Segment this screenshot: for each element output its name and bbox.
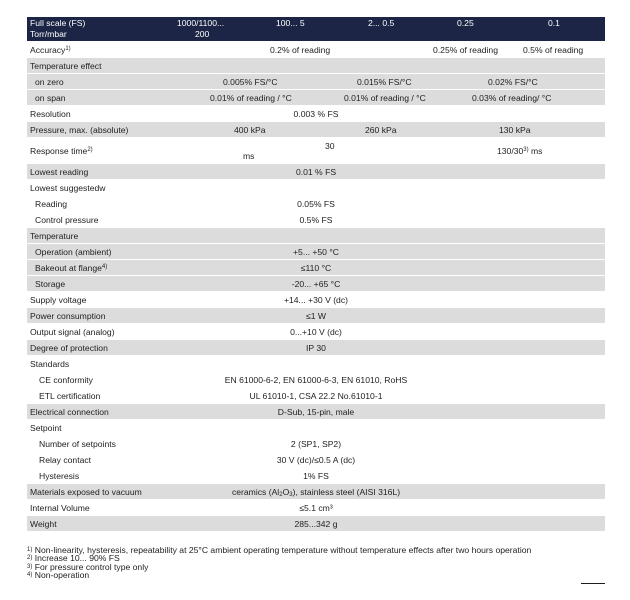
operation-value: +5... +50 °C — [293, 247, 339, 257]
ce-conformity-value: EN 61000-6-2, EN 61000-6-3, EN 61010, RoHS — [224, 375, 408, 385]
weight-value: 285...342 g — [294, 519, 338, 529]
row-output-signal — [27, 323, 605, 339]
row-label: Temperature — [30, 231, 79, 241]
on-span-value-1: 0.01% of reading / °C — [210, 93, 292, 103]
response-time-unit: ms — [243, 151, 255, 161]
row-label: Standards — [30, 359, 70, 369]
row-label: on span — [35, 93, 66, 103]
row-accuracy — [27, 41, 605, 57]
row-supply-voltage — [27, 291, 605, 307]
row-electrical-connection — [27, 403, 605, 419]
row-label: Relay contact — [39, 455, 92, 465]
row-ce-conformity — [27, 371, 605, 387]
row-label: Storage — [35, 279, 66, 289]
row-on-span — [27, 89, 605, 105]
row-label: Electrical connection — [30, 407, 109, 417]
response-time-value: 30 — [325, 141, 335, 151]
header-full-scale-label: Full scale (FS) — [30, 18, 86, 28]
footnote: $^{2)}$ Increase 10... 90% FS — [27, 553, 120, 564]
lowest-reading-value: 0.01 % FS — [295, 167, 337, 177]
footer-rule — [581, 583, 605, 584]
row-lowest-reading — [27, 163, 605, 179]
row-materials — [27, 483, 605, 499]
bakeout-value: ≤110 °C — [300, 263, 332, 273]
row-label: Materials exposed to vacuum — [30, 487, 142, 497]
row-hysteresis — [27, 467, 605, 483]
row-label: Power consumption — [30, 311, 106, 321]
table-header — [27, 17, 605, 41]
row-label: Accuracy$^{1)}$ — [30, 45, 71, 55]
row-response-time — [27, 137, 605, 163]
row-label: Weight — [30, 519, 57, 529]
hysteresis-value: 1% FS — [303, 471, 329, 481]
row-label: Hysteresis — [39, 471, 80, 481]
accuracy-01-value: 0.5% of reading — [523, 45, 584, 55]
row-etl-certification — [27, 387, 605, 403]
output-signal-value: 0...+10 V (dc) — [290, 327, 342, 337]
footnote: $^{1)}$ Non-linearity, hysteresis, repeatability at 25°C ambient operating temperature without temperature effects after two hours operation — [27, 545, 532, 555]
row-reading — [27, 195, 605, 211]
supply-voltage-value: +14... +30 V (dc) — [283, 295, 348, 305]
row-weight — [27, 515, 605, 531]
etl-certification-value: UL 61010-1, CSA 22.2 No.61010-1 — [249, 391, 383, 401]
footnote: $^{3)}$ For pressure control type only — [27, 561, 149, 572]
row-pressure-max — [27, 121, 605, 137]
pressure-max-value-2: 260 kPa — [365, 125, 397, 135]
row-label: Reading — [35, 199, 68, 209]
row-label: Temperature effect — [30, 61, 102, 71]
reading-value: 0.05% FS — [297, 199, 335, 209]
row-label: Internal Volume — [30, 503, 90, 513]
power-consumption-value: ≤1 W — [306, 311, 326, 321]
row-label: Response time$^{2)}$ — [30, 146, 93, 156]
accuracy-standard-value: 0.2% of reading — [270, 45, 331, 55]
accuracy-025-value: 0.25% of reading — [433, 45, 498, 55]
row-temperature-effect — [27, 57, 605, 73]
row-label: ETL certification — [39, 391, 101, 401]
row-label: Supply voltage — [30, 295, 87, 305]
row-label: Degree of protection — [30, 343, 108, 353]
header-range-2-05: 2... 0.5 — [368, 18, 395, 28]
on-span-value-3: 0.03% of reading/ °C — [472, 93, 552, 103]
row-resolution — [27, 105, 605, 121]
on-zero-value-2: 0.015% FS/°C — [357, 77, 412, 87]
pressure-max-value-1: 400 kPa — [234, 125, 266, 135]
row-bakeout — [27, 259, 605, 275]
row-standards — [27, 355, 605, 371]
row-label: on zero — [35, 77, 64, 87]
row-label: Number of setpoints — [39, 439, 116, 449]
electrical-connection-value: D-Sub, 15-pin, male — [277, 407, 355, 417]
header-range-100-5: 100... 5 — [276, 18, 305, 28]
header-range-01: 0.1 — [548, 18, 560, 28]
row-power-consumption — [27, 307, 605, 323]
footnote: $^{4)}$ Non-operation — [27, 570, 90, 581]
relay-contact-value: 30 V (dc)/≤0.5 A (dc) — [276, 455, 356, 465]
internal-volume-value: ≤5.1 cm³ — [299, 503, 333, 513]
row-label: CE conformity — [39, 375, 93, 385]
row-label: Setpoint — [30, 423, 62, 433]
on-zero-value-1: 0.005% FS/°C — [223, 77, 278, 87]
row-setpoint — [27, 419, 605, 435]
row-label: Operation (ambient) — [35, 247, 112, 257]
header-unit-label: Torr/mbar — [30, 29, 67, 39]
on-zero-value-3: 0.02% FS/°C — [488, 77, 538, 87]
response-time-control-value: 130/30$^{3)}$ ms — [497, 146, 543, 156]
footnotes — [27, 546, 607, 580]
header-range-200: 200 — [195, 29, 210, 39]
row-on-zero — [27, 73, 605, 89]
row-internal-volume — [27, 499, 605, 515]
row-operation — [27, 243, 605, 259]
row-label: Output signal (analog) — [30, 327, 115, 337]
row-setpoint-count — [27, 435, 605, 451]
row-storage — [27, 275, 605, 291]
control-pressure-value: 0.5% FS — [299, 215, 333, 225]
resolution-value: 0.003 % FS — [293, 109, 339, 119]
protection-value: IP 30 — [306, 343, 326, 353]
row-lowest-suggested — [27, 179, 605, 195]
header-range-025: 0.25 — [457, 18, 474, 28]
row-protection — [27, 339, 605, 355]
row-label: Pressure, max. (absolute) — [30, 125, 129, 135]
row-label: Bakeout at flange$^{4)}$ — [35, 263, 108, 273]
materials-value: ceramics $(Al_2O_3)$, stainless steel (AISI 316L) — [231, 487, 401, 498]
pressure-max-value-3: 130 kPa — [499, 125, 531, 135]
header-range-1000: 1000/1100... — [177, 18, 225, 28]
storage-value: -20... +65 °C — [291, 279, 341, 289]
on-span-value-2: 0.01% of reading / °C — [344, 93, 426, 103]
row-label: Control pressure — [35, 215, 99, 225]
row-label: Resolution — [30, 109, 71, 119]
row-label: Lowest reading — [30, 167, 89, 177]
row-relay-contact — [27, 451, 605, 467]
specifications-table — [27, 17, 605, 531]
row-label: Lowest suggestedw — [30, 183, 106, 193]
setpoint-count-value: 2 (SP1, SP2) — [290, 439, 342, 449]
row-control-pressure — [27, 211, 605, 227]
row-temperature — [27, 227, 605, 243]
